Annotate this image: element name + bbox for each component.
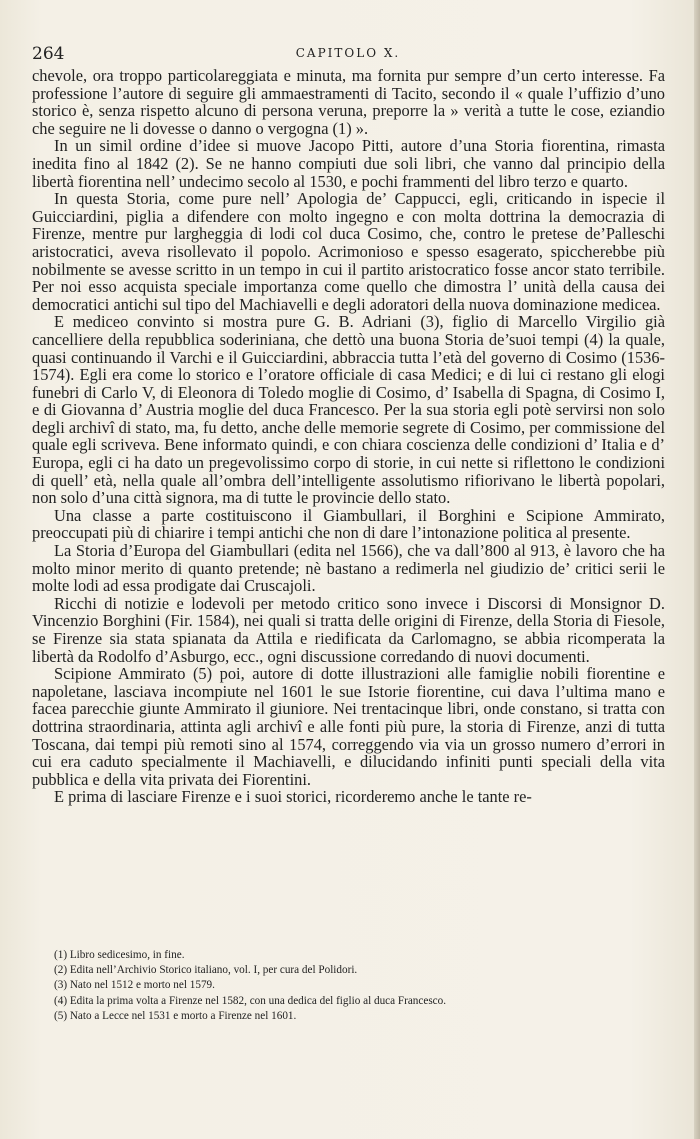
paragraph: E prima di lasciare Firenze e i suoi storici, ricorderemo anche le tante re- xyxy=(54,787,532,807)
page-number: 264 xyxy=(32,44,65,64)
page-edge xyxy=(694,0,700,1139)
footnote: (1) Libro sedicesimo, in fine. xyxy=(54,949,185,961)
footnote: (3) Nato nel 1512 e morto nel 1579. xyxy=(54,979,215,992)
footnotes xyxy=(54,948,674,1024)
paragraph: Una classe a parte costituiscono il Giambullari, il Borghini e Scipione Ammirato, preoccupati più di chiarire i tempi antichi che non di dare l’intonazione politica al presente. xyxy=(32,505,665,543)
footnote: (2) Edita nell’Archivio Storico italiano, vol. I, per cura del Polidori. xyxy=(54,964,358,977)
paragraph: In un simil ordine d’idee si muove Jacopo Pitti, autore d’una Storia fiorentina, rimasta inedita fino al 1842 (2). Se ne hanno compiuti due soli libri, che vanno dal principio della libertà fiorentina nell’ undecimo secolo al 1530, e pochi frammenti del libro terzo e quarto. xyxy=(32,136,665,191)
paragraph: In questa Storia, come pure nell’ Apologia de’ Cappucci, egli, criticando in ispecie il Guicciardini, piglia a difendere con molto ingegno e con molta dottrina la democrazia di Firenze, mentre pur largheggia di lodi col duca Cosimo, che, contro le pretese de’Palleschi aristocratici, aveva risollevato il popolo. Acrimonioso e spesso esagerato, spiccherebbe più nobilmente se avesse scritto in un tempo in cui il partito aristocratico fosse ancor stato terribile. Per noi esso acquista speciale importanza come quello che dimostra l’ unità della causa dei democratici antichi sul tipo del Machiavelli e degli adoratori della nuova dominazione medicea. xyxy=(32,189,665,314)
chapter-title: CAPITOLO X. xyxy=(295,46,401,60)
paragraph: chevole, ora troppo particolareggiata e minuta, ma fornita pur sempre d’un certo interesse. Fa professione l’autore di seguire gli ammaestramenti di Tacito, secondo il « quale l’uffizio d’uno storico è, senza rispetto alcuno di persona veruna, preporre la » verità a tutte le cose, eziandio che seguire ne li dovesse o danno o vergogna (1) ». xyxy=(32,66,665,138)
running-head xyxy=(32,44,664,66)
footnote: (5) Nato a Lecce nel 1531 e morto a Firenze nel 1601. xyxy=(54,1009,297,1022)
paragraph: Ricchi di notizie e lodevoli per metodo critico sono invece i Discorsi di Monsignor D. Vincenzio Borghini (Fir. 1584), nei quali si tratta delle origini di Firenze, della Storia di Fiesole, se Firenze sia stata spianata da Attila e riedificata da Carlomagno, se abbia ricomperata la libertà da Rodolfo d’Asburgo, ecc., ogni discussione corredando di nuovi documenti. xyxy=(32,593,665,666)
footnote: (4) Edita la prima volta a Firenze nel 1582, con una dedica del figlio al duca Francesco. xyxy=(54,994,447,1007)
paragraph: Scipione Ammirato (5) poi, autore di dotte illustrazioni alle famiglie nobili fiorentine e napoletane, lasciava incompiute nel 1601 le sue Istorie fiorentine, cui dava l’ultima mano e facea parecchie giunte Ammirato il giuniore. Nei trentacinque libri, onde constano, si tratta con dottrina straordinaria, attinta agli archivî e alle fonti più pure, la storia di Firenze, anzi di tutta Toscana, dai tempi più remoti sino al 1574, correggendo via via un grosso numero d’errori in cui era caduto specialmente il Machiavelli, e dilucidando infiniti punti speciali della vita pubblica e della vita privata dei Fiorentini. xyxy=(32,664,665,789)
paragraph: E mediceo convinto si mostra pure G. B. Adriani (3), figlio di Marcello Virgilio già cancelliere della repubblica soderiniana, che dettò una buona Storia de’suoi tempi (4) la quale, quasi continuando il Varchi e il Guicciardini, abbraccia tutta l’età del governo di Cosimo (1536-1574). Egli era come lo storico e l’oratore officiale di casa Medici; e di lui ci restano gli elogi funebri di Carlo V, di Eleonora di Toledo moglie di Cosimo, d’ Isabella di Spagna, di Cosimo I, e di Giovanna d’ Austria moglie del duca Francesco. Per la sua storia egli potè servirsi non solo degli archivî di stato, ma, fu detto, anche delle memorie segrete di Cosimo, per commissione del quale egli scriveva. Bene informato quindi, e con chiara coscienza delle condizioni d’ Italia e d’ Europa, egli ci ha dato un pregevolissimo corpo di storie, in cui nette si riflettono le condizioni di quell’ età, nella quale all’ombra dell’intelligente assolutismo rifiorivano le libertà popolari, non solo d’una città signora, ma di tutte le provincie dello stato. xyxy=(32,312,665,508)
paragraph: La Storia d’Europa del Giambullari (edita nel 1566), che va dall’800 al 913, è lavoro che ha molto minor merito di quanto pretende; nè bastano a redimerla nel giudizio de’ critici serii le molte lodi ad essa prodigate dai Cruscajoli. xyxy=(32,541,665,596)
body-text xyxy=(32,67,665,806)
